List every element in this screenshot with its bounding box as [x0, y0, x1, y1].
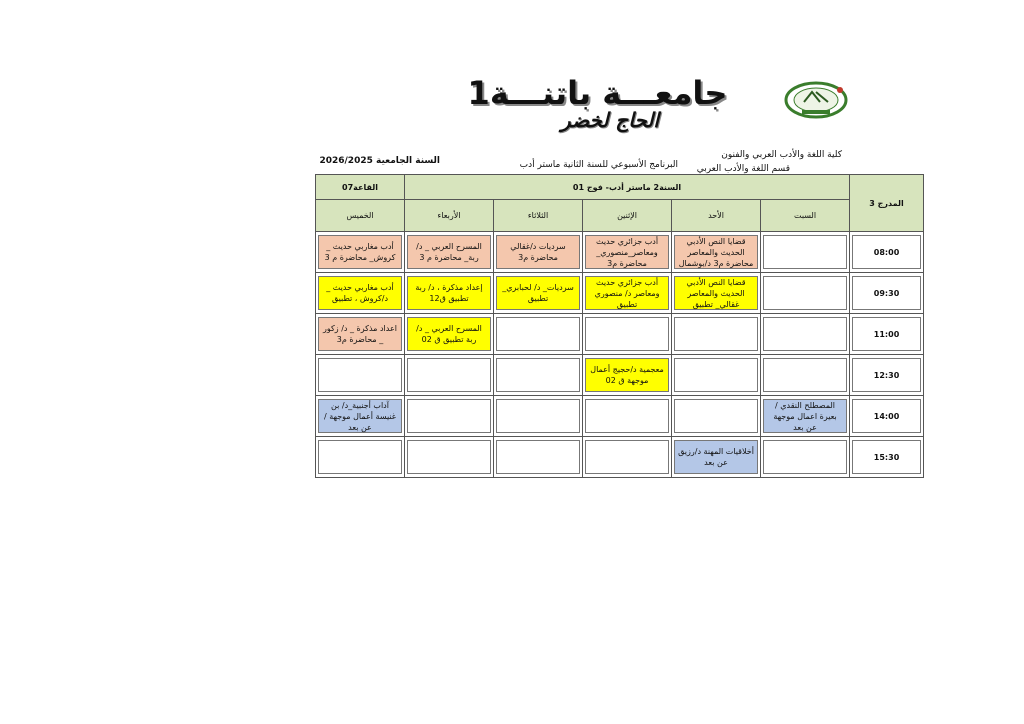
schedule-cell	[316, 355, 405, 396]
course-entry: سرديات_ د/ لحبابري_ تطبيق	[496, 276, 580, 310]
schedule-cell	[316, 232, 405, 273]
schedule-table	[315, 174, 924, 478]
schedule-cell	[316, 396, 405, 437]
empty-slot	[763, 440, 847, 474]
schedule-cell	[672, 273, 761, 314]
course-entry: أدب مغاربي حديث _ كروش_ محاضرة م 3	[318, 235, 402, 269]
empty-slot	[763, 235, 847, 269]
schedule-cell	[583, 232, 672, 273]
schedule-cell	[761, 437, 850, 478]
amphi-label: المدرج 3	[850, 175, 924, 232]
schedule-cell	[583, 355, 672, 396]
time-slot	[850, 314, 924, 355]
schedule-cell	[405, 355, 494, 396]
empty-slot	[585, 317, 669, 351]
course-entry: أدب جزائري حديث ومعاصر د/ منصوري تطبيق	[585, 276, 669, 310]
group-title: السنة2 ماستر أدب- فوج 01	[405, 175, 850, 200]
day-header: الأحد	[672, 200, 761, 232]
course-entry: قضايا النص الأدبي الحديث والمعاصر غقالي_ تطبيق	[674, 276, 758, 310]
schedule-cell	[316, 314, 405, 355]
empty-slot	[585, 399, 669, 433]
day-header: السبت	[761, 200, 850, 232]
schedule-cell	[672, 314, 761, 355]
empty-slot	[496, 440, 580, 474]
course-entry: إعداد مذكرة ، د/ ربة تطبيق ق12	[407, 276, 491, 310]
empty-slot	[407, 440, 491, 474]
course-entry: أدب مغاربي حديث _ د/كروش ، تطبيق	[318, 276, 402, 310]
schedule-cell	[494, 273, 583, 314]
schedule-cell	[494, 396, 583, 437]
time-slot	[850, 437, 924, 478]
schedule-cell	[761, 232, 850, 273]
schedule-cell	[316, 437, 405, 478]
course-entry: معجمية د/حجيج أعمال موجهة ق 02	[585, 358, 669, 392]
university-logo-icon	[782, 80, 850, 120]
university-subtitle: الحاج لخضر	[561, 108, 659, 132]
course-entry: أخلاقيات المهنة د/رزيق عن بعد	[674, 440, 758, 474]
day-header: الأربعاء	[405, 200, 494, 232]
schedule-cell	[672, 396, 761, 437]
schedule-cell	[494, 355, 583, 396]
schedule-cell	[316, 273, 405, 314]
empty-slot	[407, 399, 491, 433]
schedule-cell	[494, 314, 583, 355]
time-slot	[850, 355, 924, 396]
time-label: 09:30	[852, 276, 921, 310]
time-slot	[850, 273, 924, 314]
academic-year: السنة الجامعية 2026/2025	[319, 156, 440, 166]
schedule-cell	[672, 437, 761, 478]
empty-slot	[496, 317, 580, 351]
schedule-cell	[761, 273, 850, 314]
schedule-cell	[761, 314, 850, 355]
schedule-cell	[494, 437, 583, 478]
empty-slot	[763, 358, 847, 392]
course-entry: المسرح العربي _ د/ ربة تطبيق ق 02	[407, 317, 491, 351]
schedule-cell	[583, 437, 672, 478]
empty-slot	[407, 358, 491, 392]
empty-slot	[585, 440, 669, 474]
time-label: 11:00	[852, 317, 921, 351]
course-entry: المسرح العربي _ د/ربة_ محاضرة م 3	[407, 235, 491, 269]
schedule-cell	[494, 232, 583, 273]
schedule-cell	[405, 396, 494, 437]
university-name: جامعـــة باتنـــة1	[467, 74, 728, 112]
department-name: قسم اللغة والأدب العربي	[696, 164, 790, 174]
faculty-name: كلية اللغة والأدب العربي والفنون	[721, 150, 842, 160]
time-label: 14:00	[852, 399, 921, 433]
empty-slot	[496, 399, 580, 433]
day-header: الثلاثاء	[494, 200, 583, 232]
course-entry: أدب جزائري حديث ومعاصر_منصوري_ محاضرة م3	[585, 235, 669, 269]
course-entry: المصطلح النقدي /بعيرة اعمال موجهة عن بعد	[763, 399, 847, 433]
day-header: الإثنين	[583, 200, 672, 232]
time-slot	[850, 232, 924, 273]
schedule-cell	[583, 396, 672, 437]
course-entry: آداب أجنبية_د/ بن غنيسة أعمال موجهة /عن بعد	[318, 399, 402, 433]
day-header: الخميس	[316, 200, 405, 232]
empty-slot	[674, 317, 758, 351]
time-label: 08:00	[852, 235, 921, 269]
schedule-cell	[405, 273, 494, 314]
schedule-cell	[405, 232, 494, 273]
schedule-cell	[672, 232, 761, 273]
empty-slot	[318, 440, 402, 474]
time-label: 15:30	[852, 440, 921, 474]
schedule-cell	[583, 314, 672, 355]
empty-slot	[496, 358, 580, 392]
room-label: القاعة07	[316, 175, 405, 200]
schedule-cell	[761, 355, 850, 396]
course-entry: سرديات د/غقالي محاضرة م3	[496, 235, 580, 269]
program-title: البرنامج الأسبوعي للسنة الثانية ماستر أدب	[519, 160, 678, 170]
course-entry: اعداد مذكرة _ د/ زكور _ محاضرة م3	[318, 317, 402, 351]
course-entry: قضايا النص الأدبي الحديث والمعاصر محاضرة م3 د/بوشمال	[674, 235, 758, 269]
schedule-cell	[405, 314, 494, 355]
empty-slot	[763, 317, 847, 351]
empty-slot	[763, 276, 847, 310]
schedule-cell	[761, 396, 850, 437]
schedule-cell	[672, 355, 761, 396]
schedule-cell	[583, 273, 672, 314]
schedule-cell	[405, 437, 494, 478]
time-slot	[850, 396, 924, 437]
empty-slot	[318, 358, 402, 392]
time-label: 12:30	[852, 358, 921, 392]
empty-slot	[674, 399, 758, 433]
empty-slot	[674, 358, 758, 392]
